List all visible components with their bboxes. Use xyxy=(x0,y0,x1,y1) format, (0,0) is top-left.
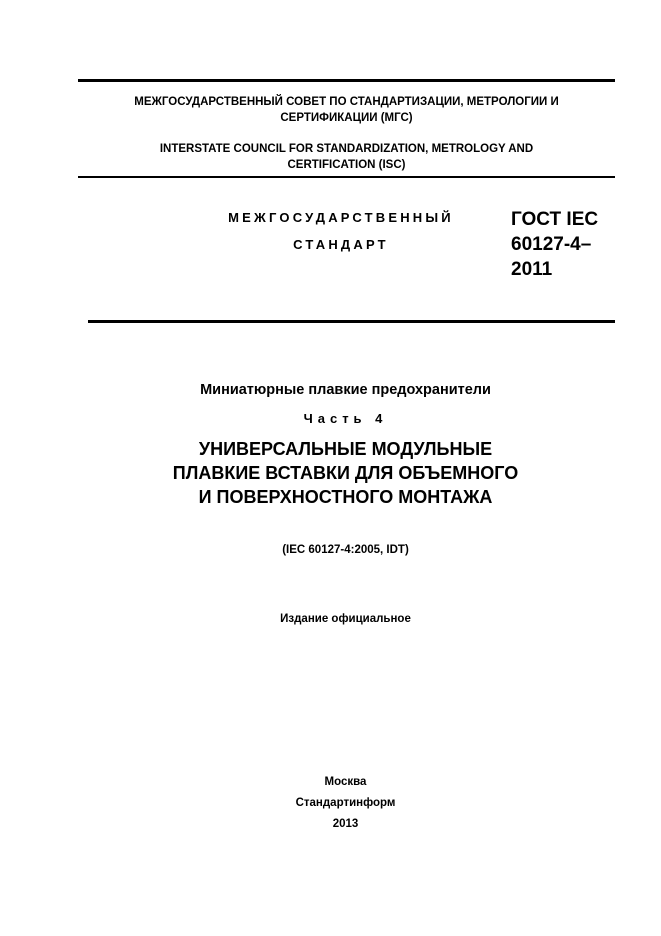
standard-type xyxy=(210,208,472,262)
imprint-city: Москва xyxy=(324,776,367,788)
imprint-year: 2013 xyxy=(332,818,359,830)
main-title-line2: ПЛАВКИЕ ВСТАВКИ ДЛЯ ОБЪЕМНОГО xyxy=(172,463,519,483)
standard-type-line2: СТАНДАРТ xyxy=(293,237,389,252)
main-title-line3: И ПОВЕРХНОСТНОГО МОНТАЖА xyxy=(198,487,493,507)
council-en-line2: CERTIFICATION (ISC) xyxy=(287,159,406,171)
council-en-line1: INTERSTATE COUNCIL FOR STANDARDIZATION, METROLOGY AND xyxy=(159,143,534,155)
edition-label: Издание официальное xyxy=(280,613,411,625)
standard-type-line1: МЕЖГОСУДАРСТВЕННЫЙ xyxy=(228,210,454,225)
iec-reference: (IEC 60127-4:2005, IDT) xyxy=(282,544,409,556)
imprint-publisher: Стандартинформ xyxy=(295,797,396,809)
council-ru-line1: МЕЖГОСУДАРСТВЕННЫЙ СОВЕТ ПО СТАНДАРТИЗАЦИИ, МЕТРОЛОГИИ И xyxy=(134,96,559,108)
designation-line3: 2011 xyxy=(511,259,553,280)
main-title xyxy=(40,437,651,509)
standard-designation xyxy=(511,207,621,282)
council-ru-line2: СЕРТИФИКАЦИИ (МГС) xyxy=(280,112,413,124)
main-title-line1: УНИВЕРСАЛЬНЫЕ МОДУЛЬНЫЕ xyxy=(198,439,493,459)
top-rule xyxy=(78,79,615,82)
designation-line1: ГОСТ IEC xyxy=(511,209,599,230)
series-title: Миниатюрные плавкие предохранители xyxy=(200,382,491,398)
council-name-russian xyxy=(78,94,615,126)
council-name-english xyxy=(78,141,615,173)
part-label: Часть 4 xyxy=(303,411,388,426)
bottom-rule xyxy=(88,320,615,323)
designation-line2: 60127-4– xyxy=(511,234,592,255)
middle-rule xyxy=(78,176,615,178)
